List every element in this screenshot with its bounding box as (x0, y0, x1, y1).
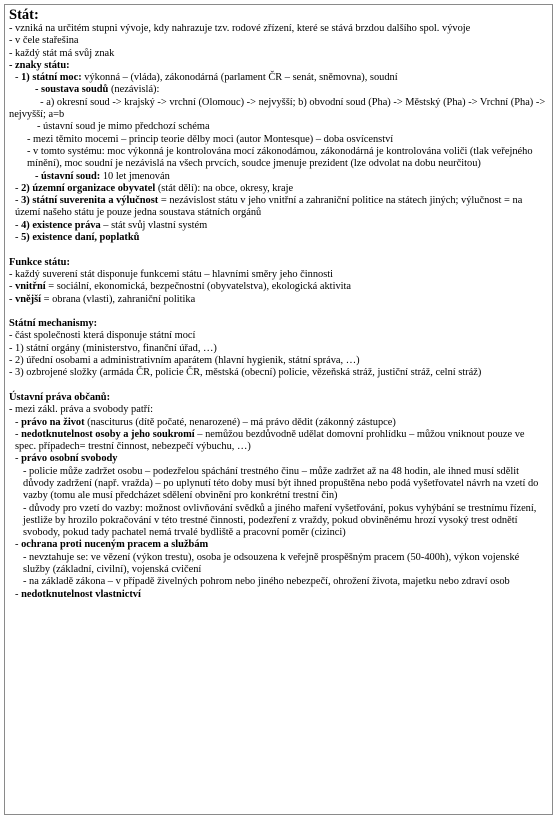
text-line (9, 552, 548, 577)
bold-text: - znaky státu: (9, 59, 70, 71)
text-line (9, 23, 548, 35)
bold-text: nedotknutelnost osoby a jeho soukromí (21, 428, 195, 440)
text-line (9, 404, 548, 416)
text-line (9, 576, 548, 588)
text-line (9, 35, 548, 47)
text-line (9, 146, 548, 171)
text-span: - (15, 182, 22, 194)
text-span: - policie může zadržet osobu – podezřelou spáchání trestného činu – může zadržet až na 48 hodin, ale ihned musí sdělit důvody zadržení (např. vražda) – po uplynutí této doby musí být ihned propuštěna nebo podá vyšetřovatel návrh na vzetí do vazby (tomu ale musí předcházet sdělení obvinění pro konkrétní trestní čin) (23, 465, 541, 502)
bold-text: vnitřní (15, 281, 46, 293)
bold-text: vnější (15, 293, 42, 305)
text-span: - nevztahuje se: ve vězení (výkon trestu), osoba je odsouzena k veřejně prospěšným pracem (50-400h), výkon vojenské služby (základní, civilní), vojenská cvičení (23, 551, 522, 576)
text-span: = nezávislost státu v jeho vnitřní a zahraniční politice na státech jiných; výlučnost = na území našeho státu je pouze jedna soustava státních orgánů (15, 195, 525, 219)
text-span: - v čele stařešina (9, 35, 79, 47)
text-span: - mezi těmito mocemi – princip teorie dělby moci (autor Montesque) – doba osvícenství (27, 133, 394, 145)
text-line (9, 60, 548, 72)
text-line (9, 269, 548, 281)
text-span: (nasciturus (dítě počaté, nenarozené) – má právo dědit (zákonný zástupce) (84, 416, 396, 428)
text-line (9, 72, 548, 84)
text-line (9, 183, 548, 195)
text-line (9, 343, 548, 355)
text-span: (stát dělí): na obce, okresy, kraje (155, 182, 294, 194)
text-line (9, 318, 548, 330)
text-span: – stát svůj vlastní systém (100, 219, 208, 231)
paragraph-gap (9, 380, 548, 392)
text-span: - každý suverení stát disponuje funkcemi státu – hlavními směry jeho činnosti (9, 268, 334, 280)
text-span: výkonná – (vláda), zákonodárná (parlament ČR – senát, sněmovna), soudní (81, 72, 398, 84)
text-line (9, 220, 548, 232)
text-line (9, 429, 548, 454)
bold-text: nedotknutelnost vlastnictví (21, 588, 141, 600)
document-body (9, 23, 548, 601)
text-line (9, 392, 548, 404)
text-span: - (15, 588, 22, 600)
text-line (9, 466, 548, 503)
bold-text: 3) státní suverenita a výlučnost (21, 195, 159, 207)
text-span: - ústavní soud je mimo předchozí schéma (37, 121, 210, 133)
page-title: Stát: (9, 7, 39, 23)
text-line (9, 539, 548, 551)
text-span: - 1) státní orgány (ministerstvo, finanční úřad, …) (9, 342, 217, 354)
text-span: - každý stát má svůj znak (9, 47, 115, 59)
text-span: 10 let jmenován (100, 170, 170, 182)
text-line (9, 417, 548, 429)
text-line (9, 589, 548, 601)
text-span: - 2) úřední osobami a administrativním aparátem (hlavní hygienik, státní správa, …) (9, 355, 360, 367)
text-span: = obrana (vlasti), zahraniční politika (41, 293, 196, 305)
text-line (9, 355, 548, 367)
text-span: = sociální, ekonomická, bezpečnostní (obyvatelstva), ekologická aktivita (45, 281, 352, 293)
document-page (4, 4, 553, 815)
text-span: – nemůžou bezdůvodně udělat domovní prohlídku – můžou vniknout pouze ve spec. případech= trestní činnost, nebezpečí výbuchu, …) (15, 428, 528, 453)
text-span: - (15, 72, 22, 84)
paragraph-gap (9, 244, 548, 256)
bold-text: 4) existence práva (21, 219, 101, 231)
text-line (9, 232, 548, 244)
text-line (9, 294, 548, 306)
text-line (9, 84, 548, 96)
bold-text: 1) státní moc: (21, 72, 82, 84)
text-span: - (15, 453, 22, 465)
text-line (9, 453, 548, 465)
bold-text: ochrana proti nuceným pracem a službám (21, 539, 209, 551)
bold-text: 5) existence daní, poplatků (21, 232, 140, 244)
text-span: - důvody pro vzetí do vazby: možnost ovlivňování svědků a jiného maření vyšetřování, pokus vyhýbání se trestnímu řízení, jestliže by hrozilo pokračování v této trestné činnosti, podezření z vraždy, pokud obviněnému hrozí vysoký trest odnětí svobody, pokud tady pachatel nemá trvalé bydliště a pracovní poměr (cizinci) (23, 502, 539, 539)
text-line (9, 330, 548, 342)
text-span: - vzniká na určitém stupni vývoje, kdy nahrazuje tzv. rodové zřízení, které se stává brzdou dalšího spol. vývoje (9, 23, 471, 34)
text-line (9, 97, 548, 122)
bold-text: Funkce státu: (9, 256, 70, 268)
text-line (9, 281, 548, 293)
text-line (9, 367, 548, 379)
text-span: - na základě zákona – v případě živelných pohrom nebo jiného nebezpečí, ohrožení života, majetku nebo zdraví osob (23, 576, 510, 588)
text-span: - mezi zákl. práva a svobody patří: (9, 404, 153, 416)
text-line (9, 257, 548, 269)
bold-text: Státní mechanismy: (9, 318, 98, 330)
text-line (9, 134, 548, 146)
bold-text: 2) územní organizace obyvatel (21, 182, 156, 194)
text-span: - v tomto systému: moc výkonná je kontrolována mocí zákonodámou, zákonodárná je kontrolována voliči (tlak veřejného mínění), moc soudní je nezávislá na všech prvcích, soudce jmenuje prezident (lze odvolat na dobu neurčitou) (27, 145, 536, 170)
text-span: - (15, 195, 22, 207)
bold-text: právo osobní svobody (21, 453, 118, 465)
text-span: (nezávislá): (108, 84, 160, 96)
text-span: - a) okresní soud -> krajský -> vrchní (Olomouc) -> nejvyšší; b) obvodní soud (Pha) -> Městský (Pha) -> Vrchní (Pha) -> nejvyšší; a=b (9, 96, 548, 121)
text-span: - (15, 219, 22, 231)
text-span: - (15, 428, 22, 440)
bold-text: právo na život (21, 416, 85, 428)
text-line (9, 503, 548, 540)
text-span: - (15, 232, 22, 244)
text-line (9, 48, 548, 60)
bold-text: Ústavní práva občanů: (9, 391, 111, 403)
text-line (9, 171, 548, 183)
text-line (9, 195, 548, 220)
text-span: - (9, 281, 16, 293)
text-span: - (9, 293, 16, 305)
bold-text: - ústavní soud: (35, 170, 101, 182)
paragraph-gap (9, 306, 548, 318)
text-span: - 3) ozbrojené složky (armáda ČR, policie ČR, městská (obecní) policie, vězeňská stráž, justiční stráž, celní stráž) (9, 367, 482, 379)
text-span: - (15, 416, 22, 428)
text-span: - (15, 539, 22, 551)
text-span: - část společnosti která disponuje státní mocí (9, 330, 196, 342)
text-line (9, 121, 548, 133)
bold-text: - soustava soudů (35, 84, 109, 96)
